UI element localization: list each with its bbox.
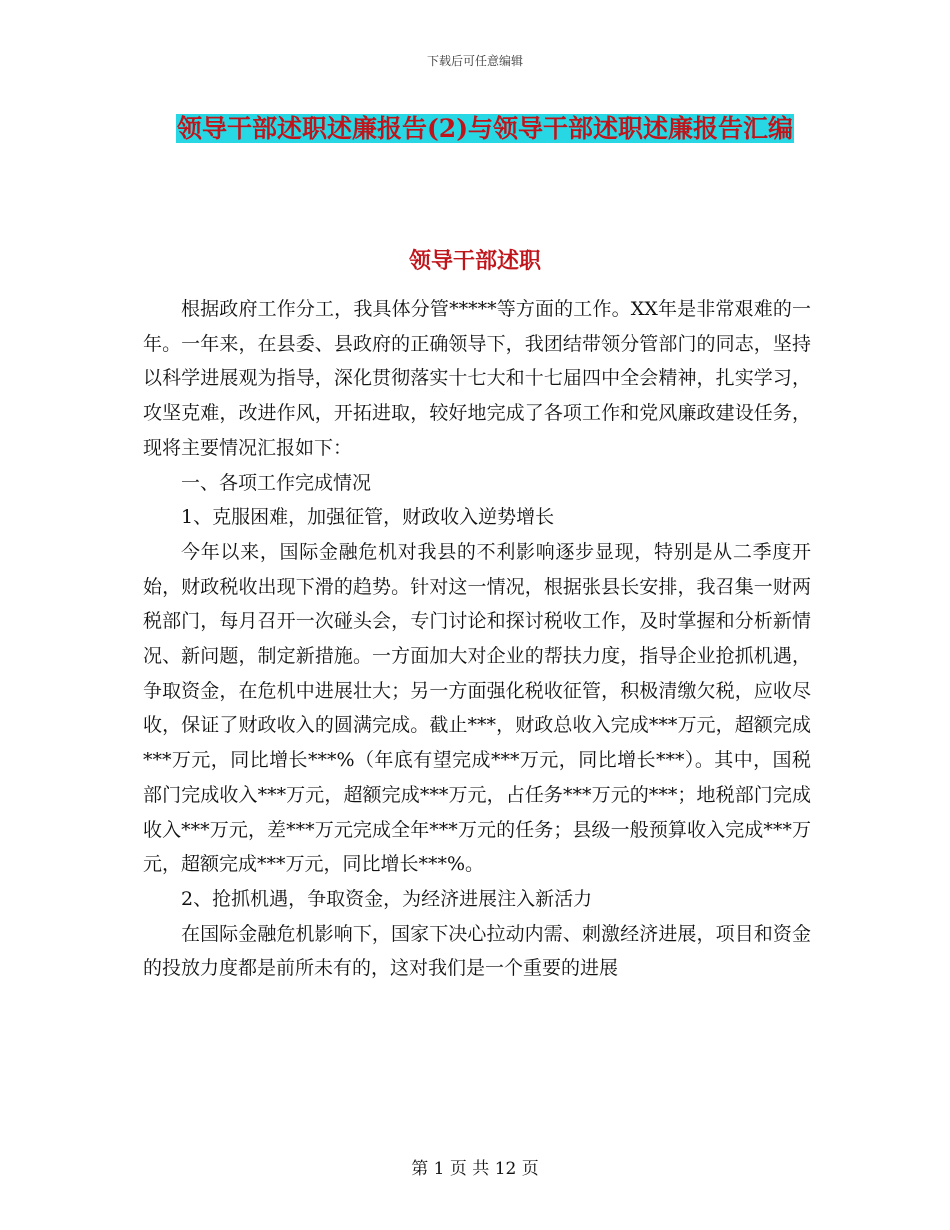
document-title-text: 领导干部述职述廉报告(2)与领导干部述职述廉报告汇编 [176,114,794,143]
paragraph: 在国际金融危机影响下，国家下决心拉动内需、刺激经济进展，项目和资金的投放力度都是前所未有的，这对我们是一个重要的进展 [143,922,811,980]
paragraph: 根据政府工作分工，我具体分管*****等方面的工作。XX年是非常艰难的一年。一年来，在县委、县政府的正确领导下，我团结带领分管部门的同志，坚持以科学进展观为指导，深化贯彻落实十七大和十七届四中全会精神，扎实学习，攻坚克难，改进作风，开拓进取，较好地完成了各项工作和党风廉政建设任务，现将主要情况汇报如下： [143,298,811,459]
paragraph: 1、克服困难，加强征管，财政收入逆势增长 [181,506,555,529]
paragraph: 一、各项工作完成情况 [181,471,372,494]
paragraph: 2、抢抓机遇，争取资金，为经济进展注入新活力 [181,887,593,910]
header-note: 下载后可任意编辑 [426,54,523,68]
section-heading: 领导干部述职 [408,248,541,274]
document-body [143,292,811,986]
page-number-footer: 第 1 页 共 12 页 [411,1159,539,1179]
paragraph: 今年以来，国际金融危机对我县的不利影响逐步显现，特别是从二季度开始，财政税收出现下滑的趋势。针对这一情况，根据张县长安排，我召集一财两税部门，每月召开一次碰头会，专门讨论和探讨税收工作，及时掌握和分析新情况、新问题，制定新措施。一方面加大对企业的帮扶力度，指导企业抢抓机遇，争取资金，在危机中进展壮大；另一方面强化税收征管，积极清缴欠税，应收尽收，保证了财政收入的圆满完成。截止***，财政总收入完成***万元，超额完成***万元，同比增长***%（年底有望完成***万元，同比增长***）。其中，国税部门完成收入***万元，超额完成***万元，占任务***万元的***；地税部门完成收入***万元，差***万元完成全年***万元的任务；县级一般预算收入完成***万元，超额完成***万元，同比增长***%。 [143,540,811,876]
document-title [140,106,830,151]
